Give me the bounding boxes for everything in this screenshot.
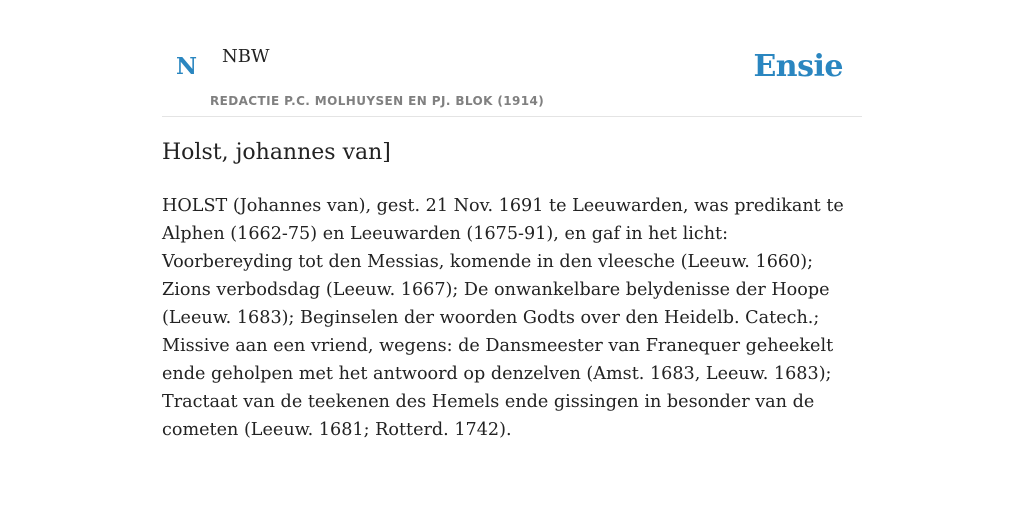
ensie-logo[interactable]: Ensie: [753, 49, 843, 84]
source-title[interactable]: NBW: [222, 46, 270, 67]
source-subtitle: REDACTIE P.C. MOLHUYSEN EN PJ. BLOK (1914): [210, 94, 545, 108]
source-logo-letter[interactable]: N: [176, 53, 198, 80]
source-header: [162, 0, 862, 117]
entry-title: Holst, johannes van]: [162, 140, 391, 165]
entry-body: HOLST (Johannes van), gest. 21 Nov. 1691 te Leeuwarden, was predikant te Alphen (1662-75) en Leeuwarden (1675-91), en gaf in het licht: Voorbereyding tot den Messias, komende in den vleesche (Leeuw. 1660); Zions verbodsdag (Leeuw. 1667); De onwankelbare belydenisse der Hoope (Leeuw. 1683); Beginselen der woorden Godts over den Heidelb. Catech.; Missive aan een vriend, wegens: de Dansmeester van Franequer geheekelt ende geholpen met het antwoord op denzelven (Amst. 1683, Leeuw. 1683); Tractaat van de teekenen des Hemels ende gissingen in besonder van de cometen (Leeuw. 1681; Rotterd. 1742).: [162, 196, 844, 440]
